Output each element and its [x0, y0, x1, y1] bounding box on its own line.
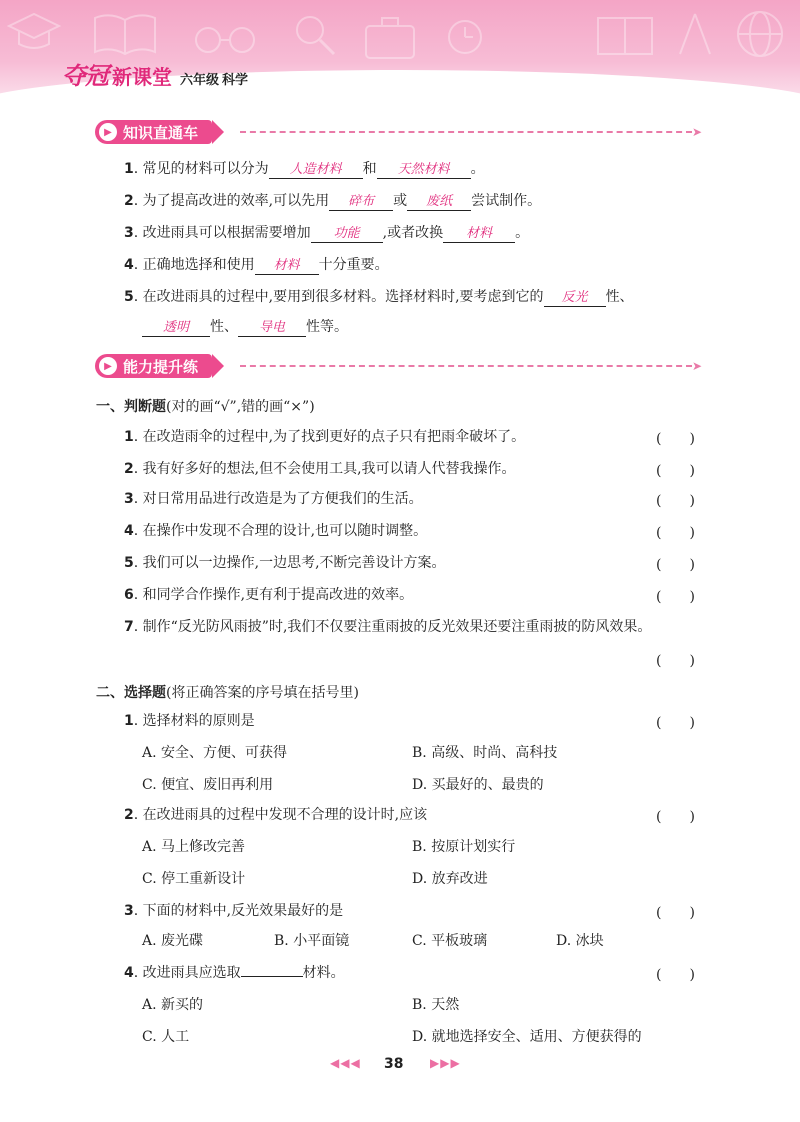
option-d[interactable]: D. 放弃改进	[412, 871, 488, 887]
judge-title: 一、判断题(对的画“√”,错的画“×”)	[96, 399, 315, 415]
answer-paren[interactable]: ( )	[656, 557, 695, 573]
option-b[interactable]: B. 按原计划实行	[412, 839, 516, 855]
answer-blank: 废纸	[407, 194, 471, 211]
choice-item: 4. 改进雨具应选取 材料。	[124, 965, 345, 981]
briefcase-icon	[360, 12, 420, 62]
answer-paren[interactable]: ( )	[656, 653, 695, 669]
judge-item: 6. 和同学合作操作,更有利于提高改进的效率。	[124, 587, 414, 603]
answer-blank: 材料	[255, 258, 319, 275]
option-a[interactable]: A. 马上修改完善	[142, 839, 246, 855]
option-c[interactable]: C. 便宜、废旧再利用	[142, 777, 274, 793]
option-a[interactable]: A. 废光碟	[142, 933, 204, 949]
option-d[interactable]: D. 冰块	[556, 933, 604, 949]
section-divider	[240, 131, 692, 133]
magnifier-icon	[290, 10, 340, 60]
play-icon: ▶	[99, 357, 117, 375]
globe-icon	[730, 4, 790, 64]
answer-paren[interactable]: ( )	[656, 905, 695, 921]
play-icon: ▶	[99, 123, 117, 141]
choice-title: 二、选择题(将正确答案的序号填在括号里)	[96, 685, 359, 701]
list-item-continued: 透明 性、 导电 性等。	[142, 318, 348, 337]
arrow-right-icon: ➤	[692, 359, 703, 373]
page-header	[0, 0, 800, 102]
choice-item: 2. 在改进雨具的过程中发现不合理的设计时,应该	[124, 807, 428, 823]
option-c[interactable]: C. 平板玻璃	[412, 933, 488, 949]
list-item: 3. 改进雨具可以根据需要增加 功能 ,或者改换 材料 。	[124, 225, 530, 241]
brand-main: 夺冠	[62, 62, 108, 90]
option-b[interactable]: B. 小平面镜	[274, 933, 350, 949]
answer-paren[interactable]: ( )	[656, 431, 695, 447]
list-item: 1. 常见的材料可以分为 人造材料 和 天然材料 。	[124, 161, 485, 177]
glasses-icon	[190, 18, 260, 58]
section-title: 知识直通车	[123, 123, 199, 142]
section-heading-knowledge	[95, 120, 212, 144]
judge-item: 1. 在改造雨伞的过程中,为了找到更好的点子只有把雨伞破坏了。	[124, 429, 526, 445]
answer-blank: 导电	[238, 320, 306, 337]
list-item: 4. 正确地选择和使用 材料 十分重要。	[124, 257, 389, 273]
answer-paren[interactable]: ( )	[656, 525, 695, 541]
answer-paren[interactable]: ( )	[656, 493, 695, 509]
section-pill	[95, 120, 212, 144]
option-d[interactable]: D. 买最好的、最贵的	[412, 777, 544, 793]
triple-left-arrow-icon: ◀◀◀	[330, 1056, 361, 1070]
page-footer	[0, 1054, 800, 1078]
graduation-cap-icon	[4, 6, 64, 56]
option-b[interactable]: B. 高级、时尚、高科技	[412, 745, 558, 761]
judge-item: 7. 制作“反光防风雨披”时,我们不仅要注重雨披的反光效果还要注重雨披的防风效果。	[124, 619, 652, 635]
alarm-clock-icon	[440, 10, 490, 60]
answer-paren[interactable]: ( )	[656, 715, 695, 731]
arrow-right-icon: ➤	[692, 125, 703, 139]
page-number: 38	[384, 1056, 404, 1072]
subject-label: 科学	[222, 73, 249, 88]
option-b[interactable]: B. 天然	[412, 997, 460, 1013]
answer-paren[interactable]: ( )	[656, 967, 695, 983]
option-c[interactable]: C. 人工	[142, 1029, 190, 1045]
brand-logo	[62, 56, 248, 91]
list-item: 5. 在改进雨具的过程中,要用到很多材料。选择材料时,要考虑到它的 反光 性、	[124, 289, 634, 305]
answer-blank: 碎布	[329, 194, 393, 211]
section-title: 能力提升练	[123, 357, 199, 376]
triple-right-arrow-icon: ▶▶▶	[430, 1056, 461, 1070]
brand-sub: 新课堂	[112, 65, 172, 89]
answer-blank: 透明	[142, 320, 210, 337]
answer-blank: 反光	[544, 290, 606, 307]
answer-blank: 天然材料	[377, 162, 471, 179]
option-a[interactable]: A. 新买的	[142, 997, 204, 1013]
judge-item: 3. 对日常用品进行改造是为了方便我们的生活。	[124, 491, 423, 507]
section-heading-ability	[95, 354, 212, 378]
choice-item: 1. 选择材料的原则是	[124, 713, 255, 729]
section-pill	[95, 354, 212, 378]
notebook-icon	[590, 10, 660, 60]
open-book-icon	[90, 8, 160, 58]
answer-blank: 功能	[311, 226, 383, 243]
option-a[interactable]: A. 安全、方便、可获得	[142, 745, 288, 761]
section-divider	[240, 365, 692, 367]
option-c[interactable]: C. 停工重新设计	[142, 871, 246, 887]
judge-item: 5. 我们可以一边操作,一边思考,不断完善设计方案。	[124, 555, 446, 571]
answer-paren[interactable]: ( )	[656, 589, 695, 605]
list-item: 2. 为了提高改进的效率,可以先用 碎布 或 废纸 尝试制作。	[124, 193, 542, 209]
answer-blank: 材料	[443, 226, 515, 243]
answer-blank: 人造材料	[269, 162, 363, 179]
answer-paren[interactable]: ( )	[656, 809, 695, 825]
answer-blank[interactable]	[241, 976, 303, 977]
option-d[interactable]: D. 就地选择安全、适用、方便获得的	[412, 1029, 642, 1045]
answer-paren[interactable]: ( )	[656, 463, 695, 479]
grade-label: 六年级	[180, 73, 220, 88]
judge-item: 2. 我有好多好的想法,但不会使用工具,我可以请人代替我操作。	[124, 461, 516, 477]
judge-item: 4. 在操作中发现不合理的设计,也可以随时调整。	[124, 523, 428, 539]
choice-item: 3. 下面的材料中,反光效果最好的是	[124, 903, 344, 919]
compass-tool-icon	[670, 8, 720, 58]
